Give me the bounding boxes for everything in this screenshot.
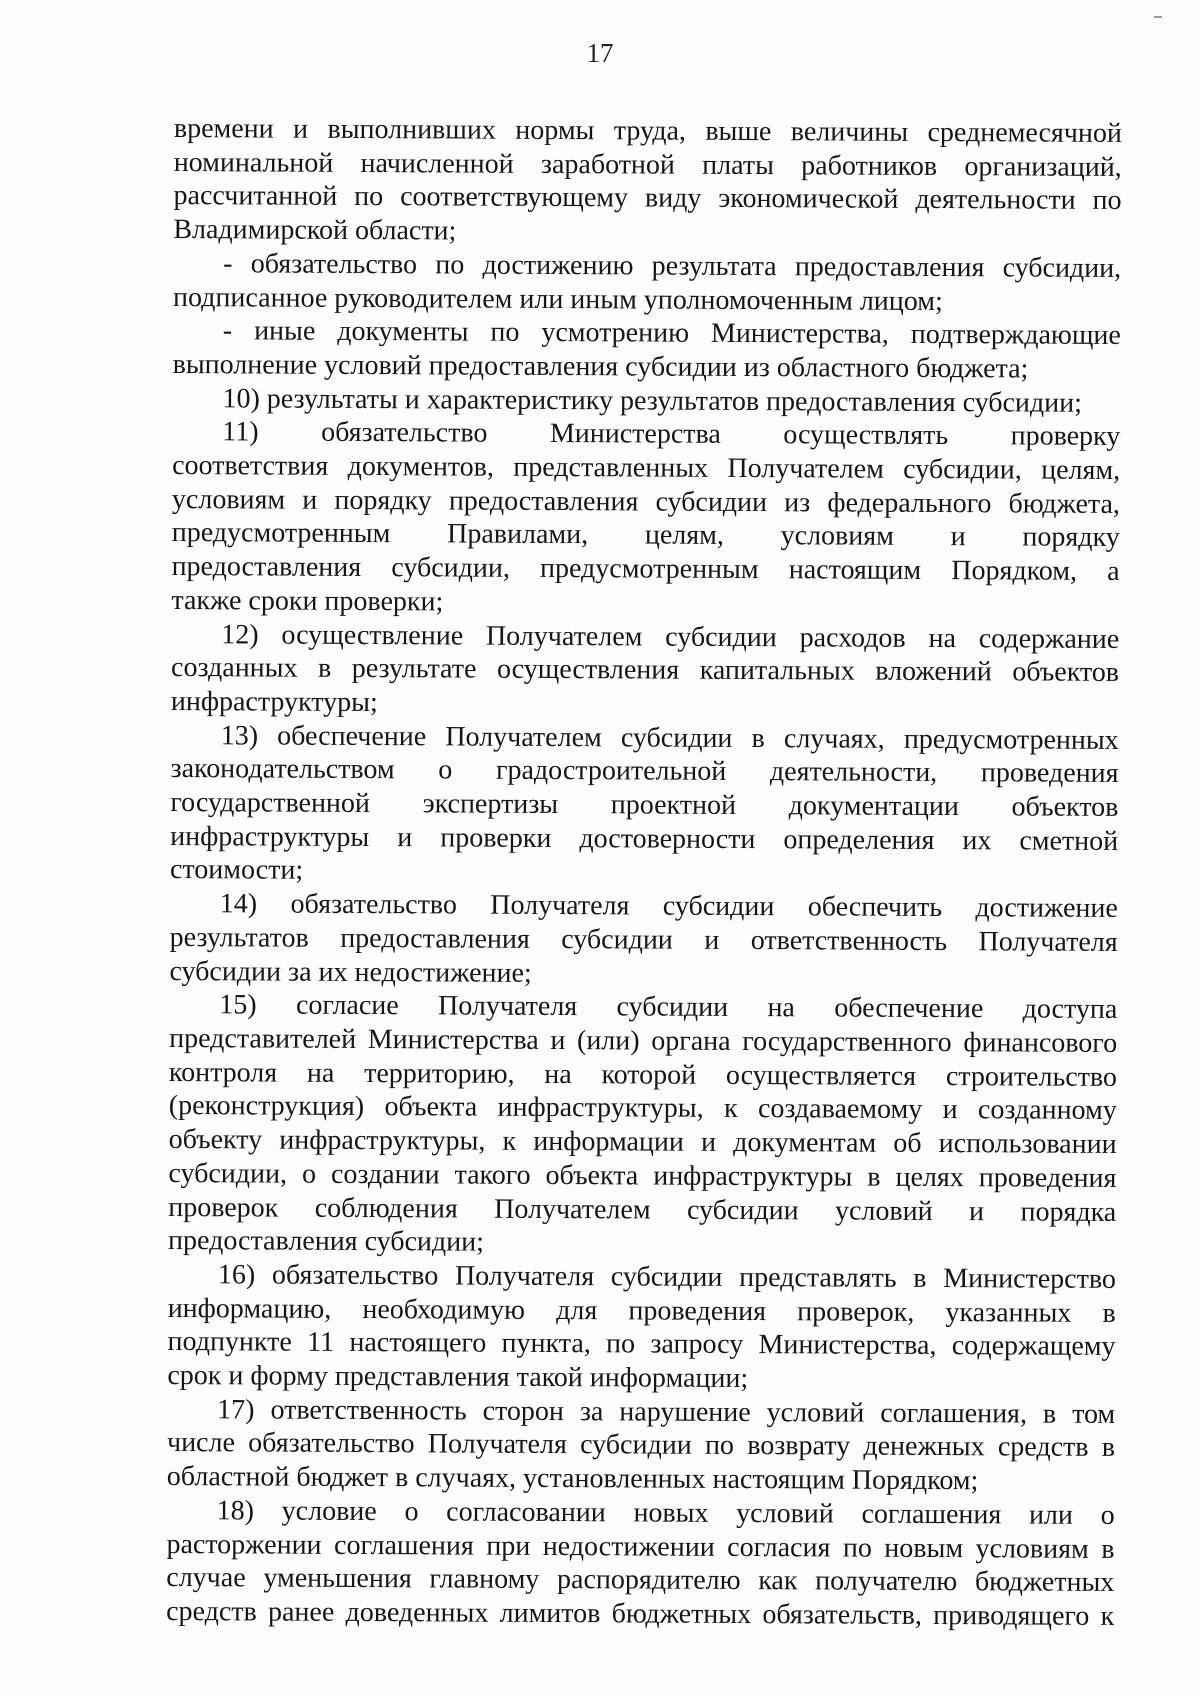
text-line: 14) обязательство Получателя субсидии обеспечить достижение [219,888,1118,925]
text-line: номинальной начисленной заработной платы работников организаций, [173,146,1122,183]
paragraph [167,1393,1116,1499]
text-line: Владимирской области; [173,214,457,247]
text-line: расторжении соглашения при недостижении согласия по новым условиям в [166,1528,1115,1565]
text-line: субсидии, о создании такого объекта инфраструктуры в целях проведения [168,1157,1117,1194]
text-line: 12) осуществление Получателем субсидии расходов на содержание [221,618,1120,655]
text-line: государственной экспертизы проектной документации объектов [170,787,1119,824]
text-line: инфраструктуры и проверки достоверности определения их сметной [170,820,1119,857]
text-line: (реконструкция) объекта инфраструктуры, к создаваемому и созданному [168,1090,1117,1127]
text-line: предоставления субсидии, предусмотренным настоящим Порядком, а [171,551,1120,588]
paragraph [166,1494,1115,1634]
text-line: информацию, необходимую для проведения проверок, указанных в [167,1292,1116,1329]
text-line: рассчитанной по соответствующему виду экономической деятельности по [173,180,1122,217]
text-line: подпункте 11 настоящего пункта, по запросу Министерства, содержащему [167,1326,1116,1363]
text-line: 11) обязательство Министерства осуществлять проверку [222,416,1121,453]
text-line: 17) ответственность сторон за нарушение условий соглашения, в том [217,1393,1116,1430]
text-line: срок и форму представления такой информации; [167,1359,749,1395]
text-line: предусмотренным Правилами, целям, условиям и порядку [171,517,1120,554]
paragraph [171,415,1120,622]
paragraph [170,719,1119,892]
text-line: средств ранее доведенных лимитов бюджетных обязательств, приводящего к [166,1595,1115,1632]
text-line: условиям и порядку предоставления субсидии из федерального бюджета, [171,483,1121,520]
document-body [166,112,1122,1634]
text-line: - обязательство по достижению результата предоставления субсидии, [223,248,1122,284]
text-line: представителей Министерства и (или) органа государственного финансового [169,1022,1118,1059]
scan-edge-mark [1154,16,1162,18]
paragraph [168,988,1117,1263]
text-line: 18) условие о согласовании новых условий соглашения или о [216,1495,1115,1531]
page-number: 17 [586,38,614,68]
paragraph [171,618,1120,724]
text-line: числе обязательство Получателя субсидии по возврату денежных средств в [166,1427,1116,1464]
text-line: выполнение условий предоставления субсидии из областного бюджета; [172,348,1029,385]
paragraph [172,382,1120,421]
text-line: 15) согласие Получателя субсидии на обеспечение доступа [219,989,1118,1026]
text-line: подписанное руководителем или иным уполномоченным лицом; [172,281,943,317]
text-line: субсидии за их недостижение; [169,955,532,989]
text-line: контроля на территорию, на которой осуществляется строительство [168,1056,1118,1093]
text-line: 16) обязательство Получателя субсидии представлять в Министерство [217,1259,1116,1295]
paragraph [173,112,1122,252]
text-line: времени и выполнивших нормы труда, выше величины среднемесячной [173,112,1122,149]
text-line: 13) обеспечение Получателем субсидии в случаях, предусмотренных [220,719,1119,756]
text-line: созданных в результате осуществления капитальных вложений объектов [171,652,1120,689]
paragraph [169,887,1118,993]
text-line: 10) результаты и характеристику результатов предоставления субсидии; [222,382,1083,419]
text-line: результатов предоставления субсидии и ответственность Получателя [169,921,1118,958]
paragraph [173,314,1121,386]
text-line: областной бюджет в случаях, установленных настоящим Порядком; [166,1461,979,1497]
text-line: проверок соблюдения Получателем субсидии условий и порядка [168,1191,1117,1228]
text-line: случае уменьшения главному распорядителю как получателю бюджетных [166,1562,1115,1599]
text-line: законодательством о градостроительной деятельности, проведения [170,753,1119,790]
paragraph [167,1258,1116,1398]
text-line: соответствия документов, представленных Получателем субсидии, целям, [172,450,1121,486]
text-line: инфраструктуры; [170,685,378,719]
text-line: также сроки проверки; [171,584,444,618]
text-line: предоставления субсидии; [168,1225,485,1258]
paragraph [173,247,1121,319]
text-line: - иные документы по усмотрению Министерства, подтверждающие [222,315,1121,352]
text-line: стоимости; [169,854,304,887]
text-line: объекту инфраструктуры, к информации и документам об использовании [168,1124,1117,1161]
